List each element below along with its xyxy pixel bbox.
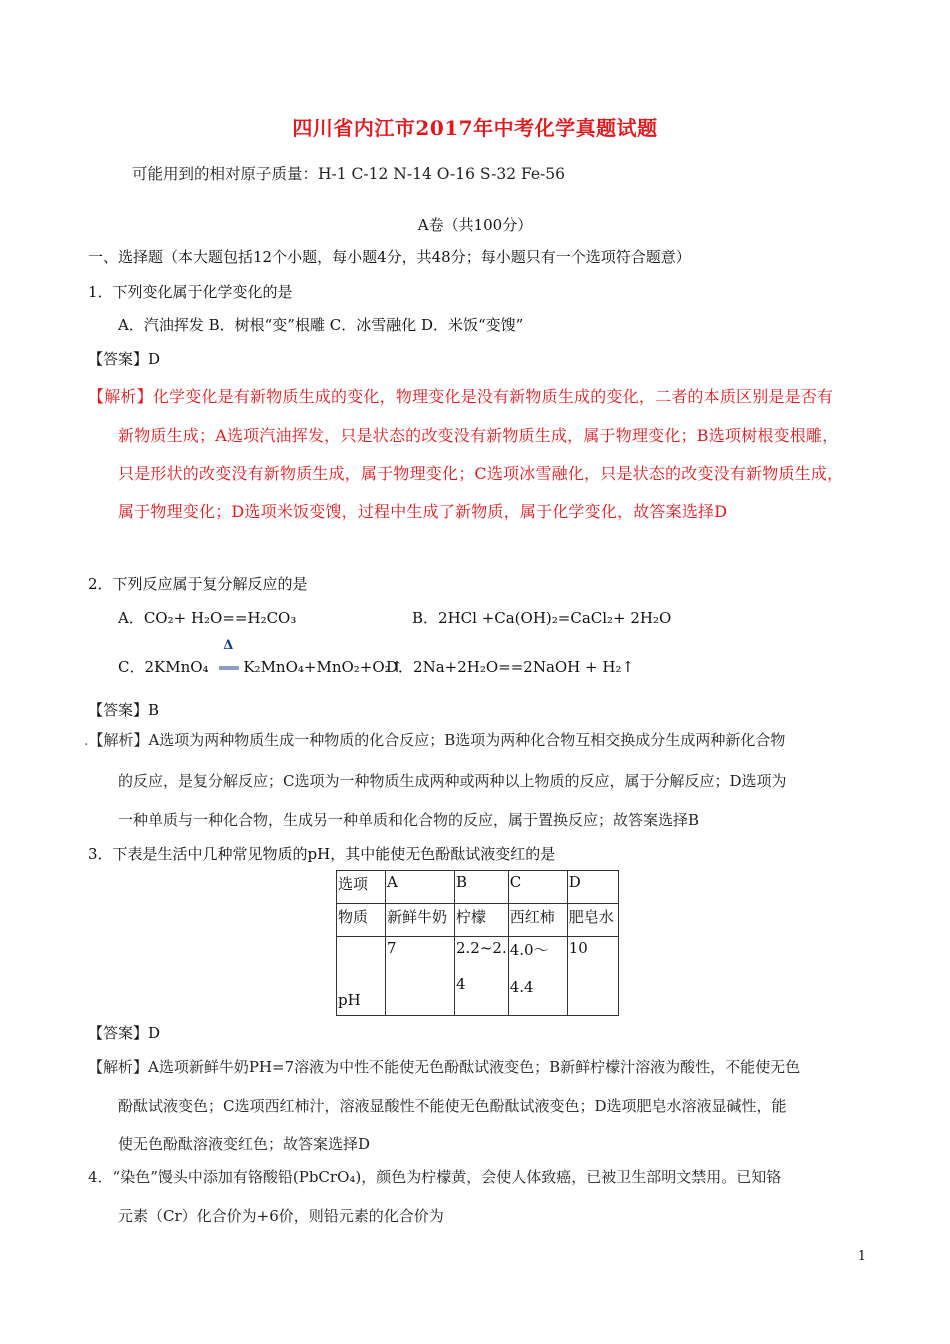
q2-analysis-text-1: 【解析】A选项为两种物质生成一种物质的化合反应；B选项为两种化合物互相交换成分生成两种新化合物 <box>88 731 786 749</box>
table-cell: 选项 <box>337 871 386 904</box>
q1-answer: 【答案】D <box>88 350 161 368</box>
table-cell: A <box>386 871 455 904</box>
table-cell: D <box>567 871 618 904</box>
q2-option-c-products: K₂MnO₄+MnO₂+O₂↑ <box>243 658 404 676</box>
q3-analysis-line-3: 使无色酚酞溶液变红色；故答案选择D <box>118 1135 371 1153</box>
q2-analysis-line-1: .【解析】A选项为两种物质生成一种物质的化合反应；B选项为两种化合物互相交换成分生成两种新化合物 <box>84 731 786 749</box>
table-cell: 肥皂水 <box>567 904 618 937</box>
q1-analysis-label: 【解析】 <box>88 387 153 406</box>
table-row <box>337 871 619 904</box>
table-cell: pH <box>337 937 386 1016</box>
q1-analysis-line-2: 新物质生成；A选项汽油挥发，只是状态的改变没有新物质生成，属于物理变化；B选项树根变根雕， <box>118 426 839 445</box>
q1-analysis-line-1 <box>88 384 833 407</box>
table-cell: B <box>455 871 509 904</box>
q1-stem: 1．下列变化属于化学变化的是 <box>88 283 293 301</box>
q2-option-d: D．2Na+2H₂O==2NaOH + H₂↑ <box>386 658 635 676</box>
q2-analysis-line-2: 的反应，是复分解反应；C选项为一种物质生成两种或两种以上物质的反应，属于分解反应；D选项为 <box>118 772 787 790</box>
ph-c-line-2: 4.4 <box>509 978 534 996</box>
ph-b-line-2: 4 <box>456 975 466 993</box>
heat-condition: Δ ═══ <box>213 664 243 672</box>
q1-analysis-line-4: 属于物理变化；D选项米饭变馊，过程中生成了新物质，属于化学变化，故答案选择D <box>118 502 728 521</box>
q1-options: A．汽油挥发 B．树根“变”根雕 C．冰雪融化 D．米饭“变馊” <box>118 316 524 334</box>
page-number: 1 <box>857 1249 866 1264</box>
q2-option-c <box>118 638 404 677</box>
table-cell: 西红柿 <box>508 904 567 937</box>
ph-table <box>336 870 619 1016</box>
table-cell: C <box>508 871 567 904</box>
q2-option-c-reactant: C．2KMnO₄ <box>118 658 209 676</box>
table-cell: 10 <box>567 937 618 1016</box>
q1-analysis-text-1: 化学变化是有新物质生成的变化，物理变化是没有新物质生成的变化，二者的本质区别是是否有 <box>152 387 834 406</box>
table-cell <box>508 937 567 1016</box>
atomic-masses: 可能用到的相对原子质量：H-1 C-12 N-14 O-16 S-32 Fe-56 <box>132 165 566 183</box>
q3-analysis-line-1: 【解析】A选项新鲜牛奶PH=7溶液为中性不能使无色酚酞试液变色；B新鲜柠檬汁溶液为酸性，不能使无色 <box>88 1058 801 1076</box>
q4-line-1: 4．“染色”馒头中添加有铬酸铅(PbCrO₄)，颜色为柠檬黄，会使人体致癌，已被卫生部明文禁用。已知铬 <box>88 1168 782 1186</box>
table-cell: 新鲜牛奶 <box>386 904 455 937</box>
q2-analysis-line-3: 一种单质与一种化合物，生成另一种单质和化合物的反应，属于置换反应；故答案选择B <box>118 811 700 829</box>
ph-c-line-1: 4.0～ <box>509 941 549 959</box>
q3-answer: 【答案】D <box>88 1024 161 1042</box>
q1-analysis-line-3: 只是形状的改变没有新物质生成，属于物理变化；C选项冰雪融化，只是状态的改变没有新物质生成， <box>118 464 844 483</box>
q3-stem: 3．下表是生活中几种常见物质的pH，其中能使无色酚酞试液变红的是 <box>88 845 556 863</box>
table-row <box>337 904 619 937</box>
q2-option-b: B．2HCl +Ca(OH)₂=CaCl₂+ 2H₂O <box>412 609 672 627</box>
q4-line-2: 元素（Cr）化合价为+6价，则铅元素的化合价为 <box>118 1207 444 1225</box>
volume-heading: A卷（共100分） <box>417 216 533 234</box>
delta-symbol: Δ <box>223 638 234 653</box>
section-heading: 一、选择题（本大题包括12个小题，每小题4分，共48分；每小题只有一个选项符合题意） <box>88 248 691 266</box>
q2-stem: 2．下列反应属于复分解反应的是 <box>88 575 308 593</box>
q2-option-a: A．CO₂+ H₂O==H₂CO₃ <box>118 609 297 627</box>
q2-answer: 【答案】B <box>88 701 160 719</box>
table-row <box>337 937 619 1016</box>
table-cell: 7 <box>386 937 455 1016</box>
table-cell: 柠檬 <box>455 904 509 937</box>
q3-analysis-line-2: 酚酞试液变色；C选项西红柿汁，溶液显酸性不能使无色酚酞试液变色；D选项肥皂水溶液显碱性，能 <box>118 1097 787 1115</box>
table-cell <box>455 937 509 1016</box>
page-title: 四川省内江市2017年中考化学真题试题 <box>292 116 658 140</box>
table-cell: 物质 <box>337 904 386 937</box>
ph-b-line-1: 2.2~2. <box>456 939 507 957</box>
